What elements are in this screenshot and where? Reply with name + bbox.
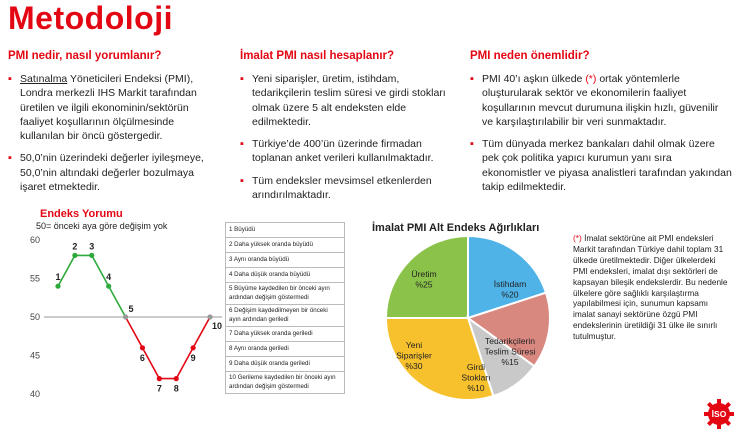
data-point: [89, 253, 94, 258]
col3-footnote-mark: (*): [585, 73, 597, 85]
pie-label: Tedarikçilerin: [484, 336, 536, 346]
pie-label: Teslim Süresi: [484, 346, 536, 357]
pie-label: İstihdam: [493, 279, 527, 289]
legend-cell: 9 Daha düşük oranda geriledi: [226, 357, 345, 372]
y-tick-label: 55: [30, 273, 41, 284]
data-point: [123, 314, 128, 319]
point-label: 6: [139, 352, 145, 363]
legend-row: [226, 372, 345, 394]
col3-bullet-2: ▪ Tüm dünyada merkez bankaları dahil olmak üzere pek çok politika yapıcı kurumun yanı sıra ekonomistler ve piyasa analistleri tarafından yakından takip edilmektedir.: [470, 137, 732, 194]
pie-label: %20: [501, 289, 519, 300]
pie-label: Üretim: [411, 269, 437, 279]
point-label: 3: [89, 241, 95, 252]
col3-p1a: PMI 40’ı aşkın ülkede: [482, 73, 586, 85]
col1-p1-underlined: Satınalma: [20, 73, 68, 85]
col1-heading: PMI nedir, nasıl yorumlanır?: [8, 50, 162, 62]
legend-row: [226, 327, 345, 342]
legend-row: [226, 268, 345, 283]
legend-cell: 1 Büyüdü: [226, 223, 345, 238]
data-point: [157, 376, 162, 381]
point-label: 5: [128, 304, 134, 314]
legend-row: [226, 283, 345, 305]
series-segment: [139, 348, 159, 379]
legend-cell: 5 Büyüme kaydedilen bir önceki ayın ardından değişim göstermedi: [226, 283, 345, 305]
col2-bullet-2: ▪ Türkiye’de 400’ün üzerinde firmadan toplanan anket verileri kullanılmaktadır.: [240, 137, 455, 166]
point-label: 1: [55, 272, 61, 283]
line-chart-subtitle: 50= önceki aya göre değişim yok: [36, 221, 168, 231]
point-label: 8: [173, 383, 179, 394]
point-label: 9: [190, 352, 196, 363]
col2-bullet-3: ▪ Tüm endeksler mevsimsel etkenlerden arındırılmaktadır.: [240, 174, 455, 203]
line-chart-title: Endeks Yorumu: [40, 208, 123, 220]
pie-label: %30: [405, 361, 423, 371]
footnote: [573, 233, 731, 342]
point-label: 4: [106, 272, 112, 283]
pie-label: %15: [501, 357, 519, 367]
legend-row: [226, 305, 345, 327]
legend-cell: 2 Daha yüksek oranda büyüdü: [226, 238, 345, 253]
column-how-calculated: [240, 50, 455, 210]
pie-label: Girdi: [466, 362, 486, 372]
legend-row: [226, 357, 345, 372]
series-segment: [58, 255, 75, 286]
y-tick-label: 45: [30, 350, 41, 361]
legend-row: [226, 238, 345, 253]
index-legend-table: [225, 222, 345, 394]
col1-bullet-1: [8, 72, 220, 143]
pie-label: Stokları: [461, 372, 491, 383]
col1-bullet-2: ▪ 50,0’nin üzerindeki değerler iyileşmeye, 50,0’nin altındaki değerler bozulmaya işaret etmektedir.: [8, 151, 220, 194]
data-point: [55, 284, 60, 289]
point-label: 10: [212, 321, 223, 331]
pie-chart-title: İmalat PMI Alt Endeks Ağırlıkları: [372, 222, 540, 234]
col1-p1-rest: Yöneticileri Endeksi (PMI), Londra merkezli IHS Markit tarafından üretilen ve ilgili ekonominin/sektörün faaliyet koşullarının ölçülmesinde kullanılan bir öncü göstergedir.: [20, 73, 197, 143]
footnote-text: İmalat sektörüne ait PMI endeksleri Markit tarafından Türkiye dahil toplam 31 ülkede üretilmektedir. Diğer ülkelerdeki PMI endeksleri, imalat dışı sektörleri de kapsayan bileşik endekslerdir. Bu nedenle ülkelere göre sağlıklı karşılaştırma yapılabilmesi için, sunumun kapsamı imalat sanayi sektörüne özgü PMI endekslerinin üretildiği 31 ülke ile sınırlı tutulmuştur.: [573, 233, 728, 342]
sub-index-weights-pie: [376, 232, 566, 402]
legend-cell: 7 Daha yüksek oranda geriledi: [226, 327, 345, 342]
y-tick-label: 60: [30, 235, 41, 245]
pie-label: %25: [415, 279, 433, 290]
series-segment: [126, 317, 143, 348]
legend-row: [226, 253, 345, 268]
pie-label: %10: [467, 383, 485, 393]
footnote-mark: (*): [573, 233, 582, 243]
series-segment: [193, 317, 210, 348]
page-title: Metodoloji: [8, 0, 173, 36]
point-label: 7: [156, 383, 162, 394]
pie-label: Yeni: [405, 340, 423, 350]
series-segment: [109, 286, 126, 317]
data-point: [207, 314, 212, 319]
point-label: 2: [72, 241, 78, 252]
column-why-important: [470, 50, 732, 202]
data-point: [140, 345, 145, 350]
iso-logo: [702, 397, 736, 431]
pie-label: Siparişler: [396, 350, 432, 361]
col2-bullet-1: ▪ Yeni siparişler, üretim, istihdam, tedarikçilerin teslim süresi ve girdi stokları olmak üzere 5 alt endeksten elde edilmektedir.: [240, 72, 455, 129]
data-point: [191, 345, 196, 350]
legend-row: [226, 342, 345, 357]
col3-heading: PMI neden önemlidir?: [470, 50, 590, 62]
y-tick-label: 40: [30, 389, 41, 399]
y-tick-label: 50: [30, 312, 41, 322]
column-what-is-pmi: [8, 50, 220, 202]
data-point: [72, 253, 77, 258]
legend-row: [226, 223, 345, 238]
data-point: [106, 284, 111, 289]
legend-cell: 8 Aynı oranda geriledi: [226, 342, 345, 357]
legend-cell: 6 Değişim kaydedilmeyen bir önceki ayın ardından geriledi: [226, 305, 345, 327]
index-interpretation-chart: [0, 230, 225, 402]
legend-cell: 10 Gerileme kaydedilen bir önceki ayın ardından değişim göstermedi: [226, 372, 345, 394]
legend-cell: 4 Daha düşük oranda büyüdü: [226, 268, 345, 283]
col3-p1b: ortak yöntemlerle oluşturularak sektör ve ekonomilerin faaliyet koşullarının mevcut durumuna ilişkin hızlı, güvenilir ve karşılaştırılabilir bir veri sunmaktadır.: [482, 73, 719, 128]
col2-heading: İmalat PMI nasıl hesaplanır?: [240, 50, 395, 62]
col3-bullet-1: [470, 72, 732, 129]
data-point: [174, 376, 179, 381]
legend-cell: 3 Aynı oranda büyüdü: [226, 253, 345, 268]
logo-text: İSO: [711, 409, 727, 419]
